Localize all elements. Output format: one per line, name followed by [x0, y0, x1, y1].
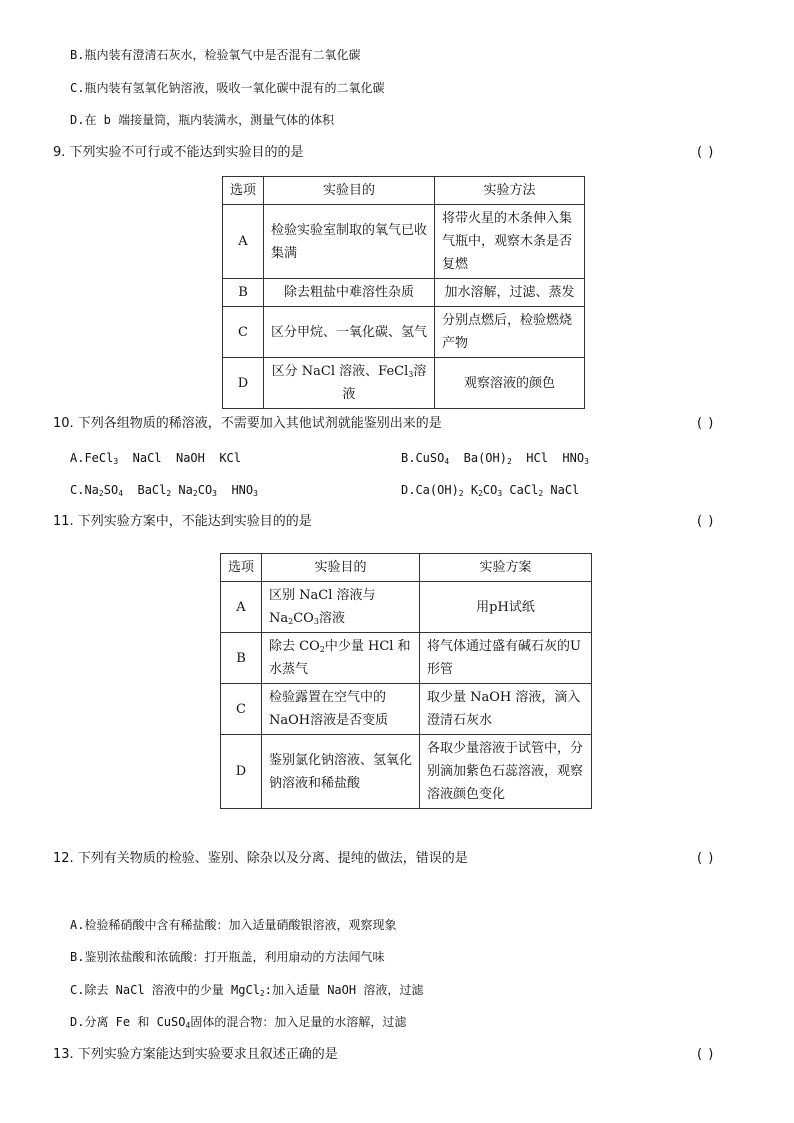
q11-row-a-plan: 用pH试纸 [420, 582, 592, 633]
q10-d-t5: NaCl [543, 483, 580, 497]
q9-row-d-goal-text: 区分 NaCl 溶液、FeCl [271, 364, 409, 379]
q9-row-d-method: 观察溶液的颜色 [435, 358, 585, 409]
q10-b-s1: 4 [444, 457, 450, 466]
q11-row-b-goal [262, 633, 420, 684]
q10-d-t2: K [463, 483, 479, 497]
q10-c-s2: 4 [118, 489, 124, 498]
q10-c-s4: 2 [192, 489, 198, 498]
q12-option-a: A.检验稀硝酸中含有稀盐酸：加入适量硝酸银溶液，观察现象 [70, 918, 397, 932]
q12-option-c [70, 982, 423, 998]
q11-row-c-goal: 检验露置在空气中的 NaOH溶液是否变质 [262, 684, 420, 735]
q10-option-b [401, 450, 589, 466]
q10-b-s2: 2 [506, 457, 512, 466]
q8-option-c: C.瓶内装有氢氧化钠溶液，吸收一氧化碳中混有的二氧化碳 [70, 81, 385, 95]
q10-b-t3: HCl HNO [511, 451, 585, 465]
q10-c-t6: HNO [217, 483, 254, 497]
q9-row-a-goal: 检验实验室制取的氧气已收集满 [264, 205, 435, 279]
q11-row-d-goal: 鉴别氯化钠溶液、氢氧化钠溶液和稀盐酸 [262, 735, 420, 809]
q11-answer-paren: ( ) [697, 514, 715, 529]
q11-row-d [221, 735, 592, 809]
q10-d-s3: 3 [497, 489, 503, 498]
q11-header-plan: 实验方案 [420, 554, 592, 582]
q9-header-method: 实验方法 [435, 177, 585, 205]
q11-row-a [221, 582, 592, 633]
q10-option-c [70, 482, 258, 498]
q10-d-s1: 2 [458, 489, 464, 498]
q9-stem: 9. 下列实验不可行或不能达到实验目的的是 [53, 145, 304, 160]
q10-d-t1: D.Ca(OH) [401, 483, 459, 497]
q12-c-t1: C.除去 NaCl 溶液中的少量 MgCl [70, 983, 260, 997]
q12-option-d [70, 1014, 406, 1030]
q9-row-b-option: B [223, 279, 264, 307]
q9-row-c-option: C [223, 307, 264, 358]
q9-row-c-goal: 区分甲烷、一氧化碳、氢气 [264, 307, 435, 358]
q11-row-b [221, 633, 592, 684]
q10-a-t2: NaCl NaOH KCl [118, 451, 242, 465]
q12-option-b: B.鉴别浓盐酸和浓硫酸：打开瓶盖，利用扇动的方法闻气味 [70, 950, 385, 964]
q8-option-d: D.在 b 端接量筒，瓶内装满水，测量气体的体积 [70, 113, 335, 127]
q9-row-d [223, 358, 585, 409]
q11-table [220, 553, 592, 809]
q10-d-s2: 2 [478, 489, 483, 498]
q11-stem: 11. 下列实验方案中，不能达到实验目的的是 [53, 514, 312, 529]
q8-option-b: B.瓶内装有澄清石灰水，检验氧气中是否混有二氧化碳 [70, 48, 361, 62]
q13-stem: 13. 下列实验方案能达到实验要求且叙述正确的是 [53, 1047, 338, 1062]
q10-stem: 10. 下列各组物质的稀溶液，不需要加入其他试剂就能鉴别出来的是 [53, 416, 442, 431]
q11-header-option: 选项 [221, 554, 262, 582]
q9-table [222, 176, 585, 409]
q12-c-t2: :加入适量 NaOH 溶液，过滤 [264, 983, 424, 997]
q11-table-header [221, 554, 592, 582]
q10-d-s4: 2 [538, 489, 544, 498]
q10-c-s6: 3 [253, 489, 258, 498]
q11-row-b-goal-s1: 2 [319, 645, 325, 654]
q11-row-d-option: D [221, 735, 262, 809]
q11-row-b-goal-t1: 除去 CO [269, 639, 320, 654]
q12-d-t1: D.分离 Fe 和 CuSO [70, 1015, 186, 1029]
q9-row-a-option: A [223, 205, 264, 279]
q10-d-t3: CO [482, 483, 498, 497]
q9-row-c-method: 分别点燃后，检验燃烧产物 [435, 307, 585, 358]
q11-row-c-plan: 取少量 NaOH 溶液，滴入澄清石灰水 [420, 684, 592, 735]
q12-c-s1: 2 [259, 989, 265, 998]
q9-row-d-goal-tail: 溶液 [342, 364, 427, 402]
q10-answer-paren: ( ) [697, 416, 715, 431]
q11-header-goal: 实验目的 [262, 554, 420, 582]
q10-c-t4: Na [171, 483, 193, 497]
q9-row-b-goal: 除去粗盐中难溶性杂质 [264, 279, 435, 307]
q11-row-a-goal-t3: 溶液 [318, 611, 345, 626]
q10-d-t4: CaCl [502, 483, 539, 497]
q12-d-t2: 固体的混合物：加入足量的水溶解，过滤 [190, 1015, 407, 1029]
q10-c-t3: BaCl [123, 483, 167, 497]
q9-row-d-option: D [223, 358, 264, 409]
q9-row-a [223, 205, 585, 279]
q12-d-s1: 4 [185, 1021, 191, 1030]
q11-row-a-goal-t2: CO [293, 611, 314, 626]
q11-row-a-goal-s2: 3 [313, 617, 319, 626]
q9-header-goal: 实验目的 [264, 177, 435, 205]
q11-row-b-plan: 将气体通过盛有碱石灰的U形管 [420, 633, 592, 684]
q9-row-d-goal [264, 358, 435, 409]
q9-row-a-method: 将带火星的木条伸入集气瓶中，观察木条是否复燃 [435, 205, 585, 279]
q10-option-a [70, 450, 241, 466]
q10-b-s3: 3 [584, 457, 589, 466]
q10-b-t2: Ba(OH) [449, 451, 507, 465]
q10-c-s1: 2 [98, 489, 104, 498]
q10-c-t5: CO [197, 483, 213, 497]
q9-row-d-goal-sub: 3 [408, 370, 414, 379]
q10-c-s3: 2 [166, 489, 172, 498]
q11-row-a-goal-s1: 2 [288, 617, 294, 626]
q10-b-t1: B.CuSO [401, 451, 445, 465]
q9-row-b-method: 加水溶解，过滤、蒸发 [435, 279, 585, 307]
q11-row-b-option: B [221, 633, 262, 684]
q9-row-c [223, 307, 585, 358]
q9-header-option: 选项 [223, 177, 264, 205]
q11-row-d-plan: 各取少量溶液于试管中，分别滴加紫色石蕊溶液，观察溶液颜色变化 [420, 735, 592, 809]
q10-a-s1: 3 [113, 457, 119, 466]
q11-row-c [221, 684, 592, 735]
q10-c-t2: SO [103, 483, 119, 497]
q12-answer-paren: ( ) [697, 851, 715, 866]
q9-row-b [223, 279, 585, 307]
q12-stem: 12. 下列有关物质的检验、鉴别、除杂以及分离、提纯的做法，错误的是 [53, 851, 468, 866]
q13-answer-paren: ( ) [697, 1047, 715, 1062]
q11-row-b-goal-t2: 中少量 HCl 和水蒸气 [269, 639, 411, 677]
q9-table-header [223, 177, 585, 205]
q10-a-t1: A.FeCl [70, 451, 114, 465]
q11-row-c-option: C [221, 684, 262, 735]
q9-answer-paren: ( ) [697, 145, 715, 160]
q10-c-s5: 3 [212, 489, 217, 498]
q11-row-a-goal-t1: 区别 NaCl 溶液与 Na [269, 588, 376, 626]
q11-row-a-option: A [221, 582, 262, 633]
q10-option-d [401, 482, 579, 498]
q10-c-t1: C.Na [70, 483, 99, 497]
q11-row-a-goal [262, 582, 420, 633]
